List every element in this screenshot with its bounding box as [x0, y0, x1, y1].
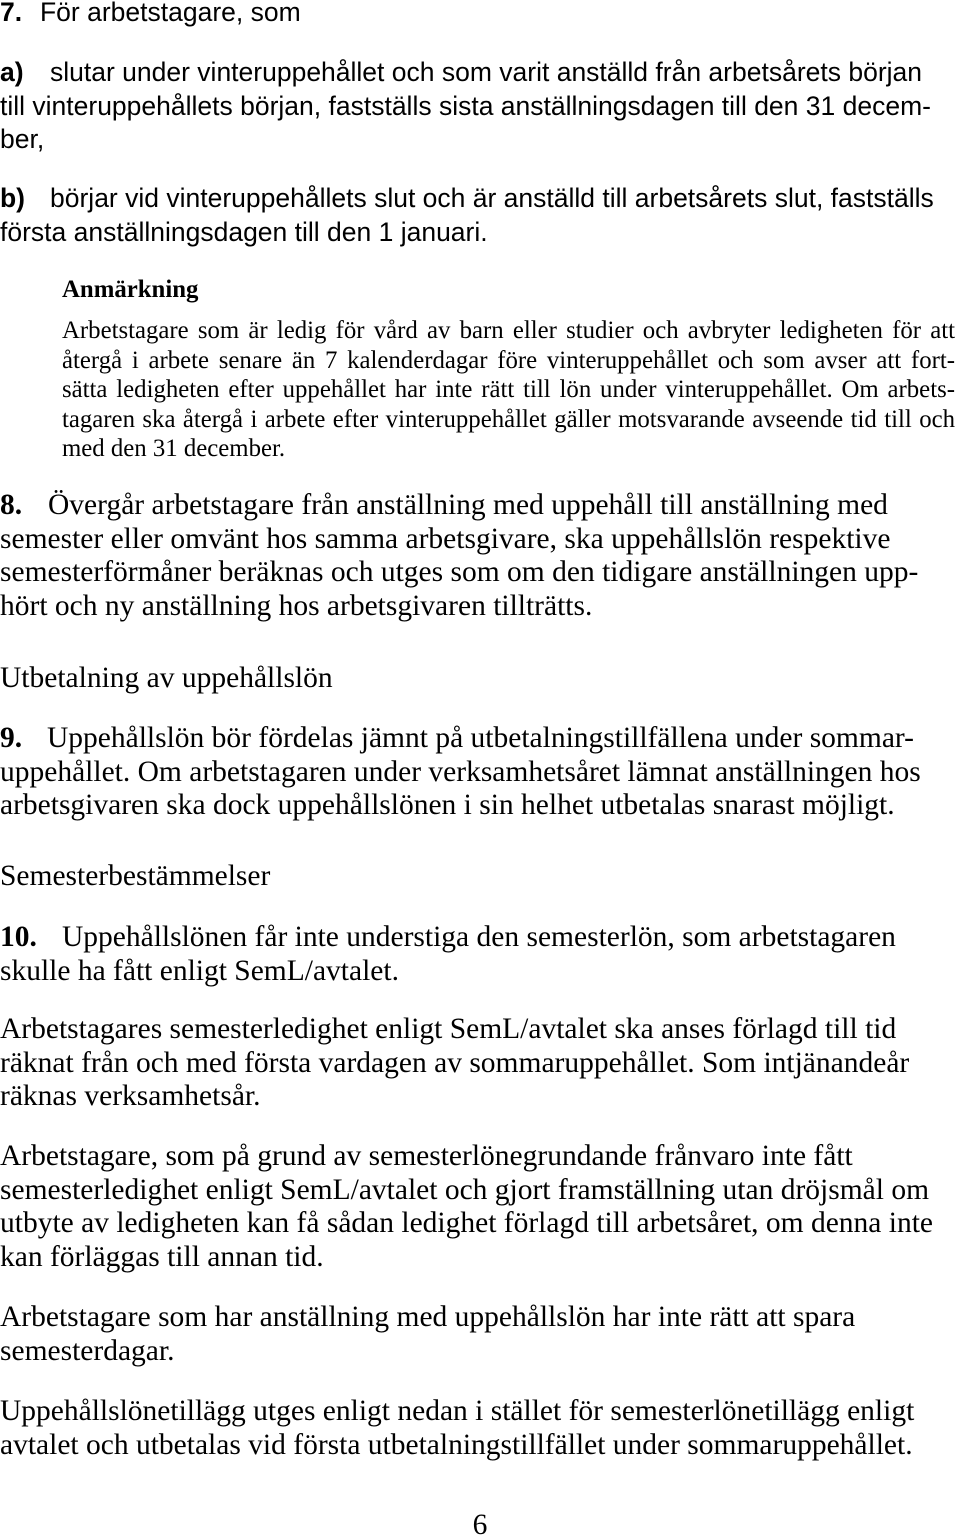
item-8 — [0, 489, 918, 624]
item-7b — [0, 182, 934, 249]
item-number: 9. — [0, 722, 23, 754]
line-text: räknat från och med första vardagen av sommaruppehållet. Som intjänandeår — [0, 1046, 910, 1079]
item-number: 10. — [0, 921, 37, 953]
line-text: semesterdagar. — [0, 1334, 175, 1367]
line-text: utbyte av ledigheten kan få sådan ledighet förlagd till arbetsåret, om denna inte — [0, 1207, 934, 1240]
line-text: uppehållet. Om arbetstagaren under verksamhetsåret lämnat anställningen hos — [0, 755, 921, 788]
line-text: semester eller omvänt hos samma arbetsgivare, ska uppehållslön respektive — [0, 522, 891, 555]
paragraph — [0, 1301, 855, 1368]
line-text: Uppehållslönetillägg utges enligt nedan i stället för semesterlönetillägg enligt — [0, 1395, 915, 1427]
list-label: b) — [0, 183, 26, 213]
note-title: Anmärkning — [62, 276, 199, 303]
item-10 — [0, 921, 896, 988]
page-number: 6 — [472, 1509, 488, 1539]
paragraph — [0, 1395, 914, 1462]
item-number: 8. — [0, 489, 23, 521]
item-number: 7. — [0, 0, 23, 27]
line-text: arbetsgivaren ska dock uppehållslönen i sin helhet utbetalas snarast möjligt. — [0, 789, 895, 822]
list-item-first-line — [0, 56, 931, 90]
section-heading-payment: Utbetalning av uppehållslön — [0, 662, 333, 694]
note-line: sätta ledigheten efter uppehållet har inte rätt till lön under vinteruppehållet. Om arbets- — [62, 376, 955, 403]
line-text: semesterledighet enligt SemL/avtalet och gjort framställning utan dröjsmål om — [0, 1173, 930, 1206]
note-line: Arbetstagare som är ledig för vård av barn eller studier och avbryter ledigheten för att — [62, 317, 955, 344]
line-text: ber, — [0, 124, 45, 154]
line-text: Uppehållslön bör fördelas jämnt på utbetalningstillfällena under sommar- — [47, 722, 914, 754]
paragraph — [0, 1140, 933, 1275]
item-7a — [0, 56, 931, 157]
line-text: semesterförmåner beräknas och utges som om den tidigare anställningen upp- — [0, 556, 919, 589]
paragraph — [0, 1013, 909, 1114]
note-body — [62, 316, 955, 464]
item-first-line — [0, 921, 896, 955]
line-text: Arbetstagare som har anställning med uppehållslön har inte rätt att spara — [0, 1301, 856, 1333]
line-text: hört och ny anställning hos arbetsgivaren tillträtts. — [0, 590, 593, 623]
line-text: kan förläggas till annan tid. — [0, 1241, 324, 1274]
item-7-intro: För arbetstagare, som — [40, 0, 301, 27]
list-label: a) — [0, 57, 24, 87]
line-text: skulle ha fått enligt SemL/avtalet. — [0, 954, 399, 987]
item-9 — [0, 722, 921, 823]
line-text: Uppehållslönen får inte understiga den semesterlön, som arbetstagaren — [62, 921, 896, 953]
item-7-heading — [0, 0, 301, 26]
line-text: börjar vid vinteruppehållets slut och är anställd till arbetsårets slut, fastställs — [50, 183, 934, 213]
item-first-line — [0, 722, 921, 756]
line-text: räknas verksamhetsår. — [0, 1080, 261, 1113]
line-text: Övergår arbetstagare från anställning med uppehåll till anställning med — [48, 489, 888, 521]
line-text: slutar under vinteruppehållet och som varit anställd från arbetsårets början — [50, 57, 923, 87]
note-line: tagaren ska återgå i arbete efter vinteruppehållet gäller motsvarande avseende tid till och — [62, 405, 955, 433]
section-heading-vacation: Semesterbestämmelser — [0, 860, 271, 892]
line-text: första anställningsdagen till den 1 januari. — [0, 216, 488, 247]
note-line: med den 31 december. — [62, 435, 286, 462]
list-item-first-line — [0, 182, 934, 216]
note-line: återgå i arbete senare än 7 kalenderdagar före vinteruppehållet och som avser att fort- — [62, 346, 955, 374]
line-text: avtalet och utbetalas vid första utbetalningstillfället under sommaruppehållet. — [0, 1428, 913, 1461]
line-text: till vinteruppehållets början, fastställs sista anställningsdagen till den 31 decem- — [0, 90, 931, 121]
item-first-line — [0, 489, 918, 523]
line-text: Arbetstagares semesterledighet enligt SemL/avtalet ska anses förlagd till tid — [0, 1013, 897, 1045]
line-text: Arbetstagare, som på grund av semesterlönegrundande frånvaro inte fått — [0, 1140, 853, 1172]
